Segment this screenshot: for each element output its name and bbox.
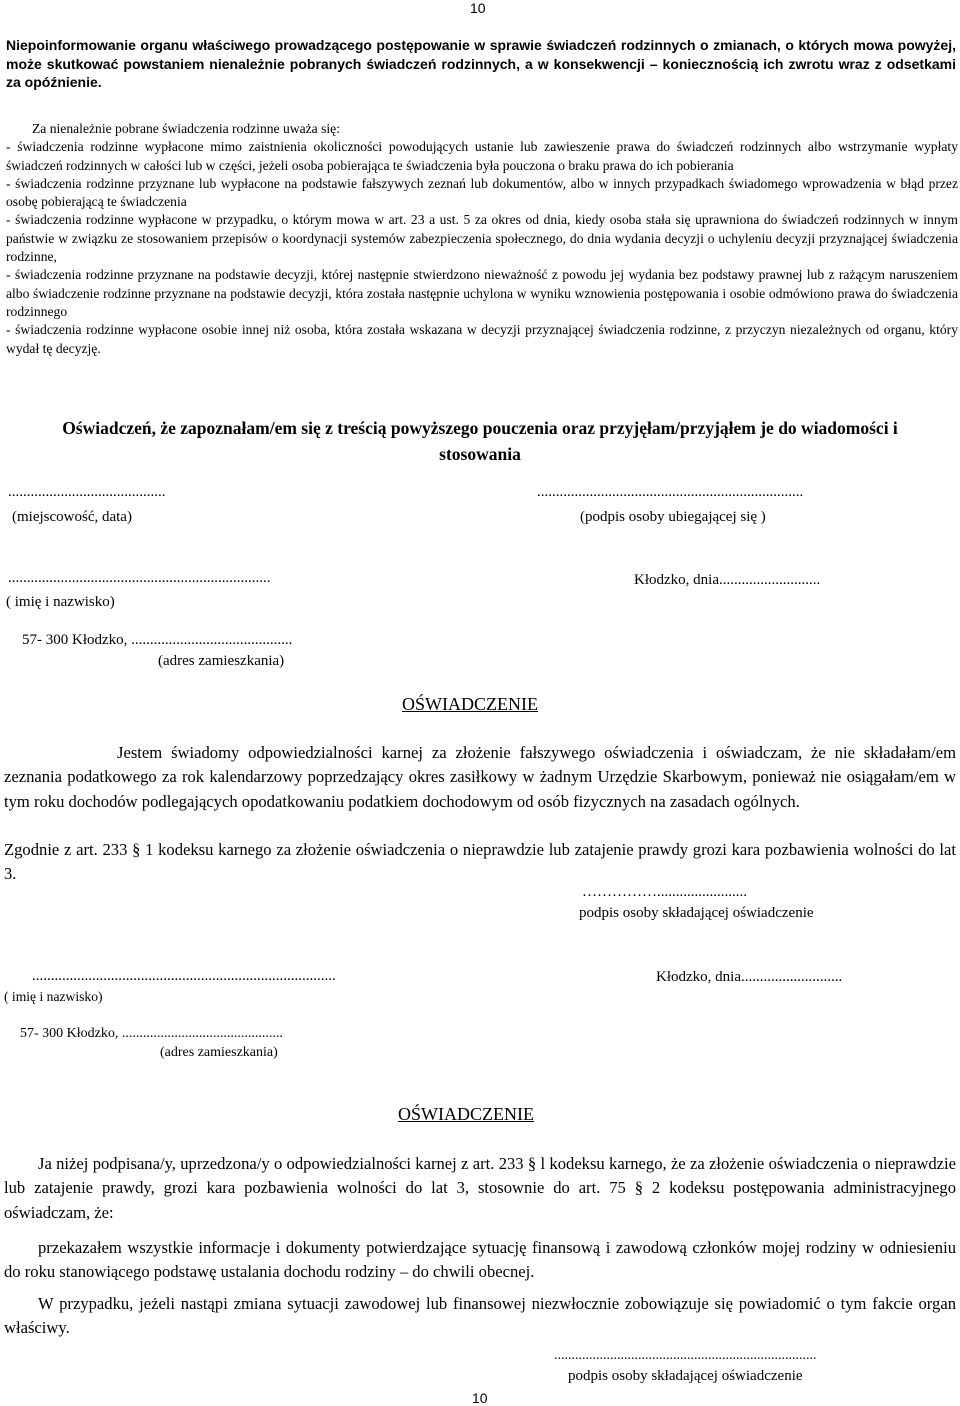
list-heading: Za nienależnie pobrane świadczenia rodzinne uważa się: [32,121,340,136]
city-date-1: Kłodzko, dnia........................... [634,572,821,588]
signature-label-1: podpis osoby składającej oświadczenie [579,905,814,921]
city-date-2: Kłodzko, dnia........................... [656,969,843,985]
declaration-info-2: przekazałem wszystkie informacje i dokumenty potwierdzające sytuację finansową i zawodową członków mojej rodziny w odniesieniu do roku stanowiącego podstawę ustalania dochodu rodziny – do chwili obecnej. [4,1238,956,1282]
place-date-label: (miejscowość, data) [12,509,132,525]
applicant-signature-dots: ....................................................................... [537,484,804,500]
signature-dots-1: ……………........................ [582,884,747,900]
declaration-penalty-1: Zgodnie z art. 233 § 1 kodeksu karnego za złożenie oświadczenia o nieprawdzie lub zatajenie prawdy grozi kara pozbawienia wolności do lat 3. [4,840,956,884]
address-line-2: 57- 300 Kłodzko, .............................................. [20,1026,283,1041]
declaration-body-1: Jestem świadomy odpowiedzialności karnej za złożenie fałszywego oświadczenia i oświadczam, że nie składałam/em zeznania podatkowego za rok kalendarzowy poprzedzający okres zasiłkowy w żadnym Urzędzie Skarbowym, ponieważ nie osiągałam/em w tym roku dochodów podlegających opodatkowaniu podatkiem dochodowym od osób fizycznych na zasadach ogólnych. [4,743,956,811]
place-date-dots: .......................................... [8,484,166,500]
list-item: - świadczenia rodzinne wypłacone osobie innej niż osoba, która została wskazana w decyzji przyznającej świadczenia rodzinne, z przyczyn niezależnych od organu, który wydał tę decyzję. [6,322,958,356]
page-number-bottom: 10 [472,1390,488,1406]
signature-dots-2: ........................................................................... [554,1348,817,1363]
signature-label-2: podpis osoby składającej oświadczenie [568,1368,803,1384]
applicant-signature-label: (podpis osoby ubiegającej się ) [580,509,766,525]
declaration-obligation-2: W przypadku, jeżeli nastąpi zmiana sytuacji zawodowej lub finansowej niezwłocznie zobowiązuje się powiadomić o tym fakcie organ właściwy. [4,1294,956,1338]
address-label-2: (adres zamieszkania) [160,1045,278,1060]
overpayment-list [6,120,958,358]
list-item: - świadczenia rodzinne przyznane na podstawie decyzji, której następnie stwierdzono nieważność z powodu jej wydania bez podstawy prawnej lub z rażącym naruszeniem albo świadczenie rodzinne przyznane na podstawie decyzji, która została następnie uchylona w wyniku wznowienia postępowania i osobie odmówiono prawa do świadczenia rodzinnego [6,267,958,319]
address-label-1: (adres zamieszkania) [158,653,285,669]
acknowledgement-statement: Oświadczeń, że zapoznałam/em się z treścią powyższego pouczenia oraz przyjęłam/przyjąłem je do wiadomości i stosowania [62,418,898,464]
declaration-title-1: OŚWIADCZENIE [402,694,538,714]
list-item: - świadczenia rodzinne wypłacone mimo zaistnienia okoliczności powodujących ustanie lub zawieszenie prawa do świadczeń rodzinnych albo wstrzymanie wypłaty świadczeń rodzinnych w całości lub w części, jeżeli osoba pobierająca te świadczenia była pouczona o braku prawa do ich pobierania [6,139,958,173]
list-item: - świadczenia rodzinne wypłacone w przypadku, o którym mowa w art. 23 a ust. 5 za okres od dnia, kiedy osoba stała się uprawniona do świadczeń rodzinnych w innym państwie w związku ze stosowaniem przepisów o koordynacji systemów zabezpieczenia społecznego, do dnia wydania decyzji o uchyleniu decyzji przyznającej świadczenia rodzinne, [6,212,958,265]
name-dots-1: ...................................................................... [8,570,271,586]
page-number-top: 10 [470,0,486,16]
declaration-title-2: OŚWIADCZENIE [398,1104,534,1124]
name-label-1: ( imię i nazwisko) [6,594,115,610]
name-dots-2: ................................................................................. [32,968,336,984]
declaration-body-2: Ja niżej podpisana/y, uprzedzona/y o odpowiedzialności karnej z art. 233 § l kodeksu karnego, że za złożenie oświadczenia o nieprawdzie lub zatajenie prawdy, grozi kara pozbawienia wolności do lat 3, stosownie do art. 75 § 2 kodeksu postępowania administracyjnego oświadczam, że: [4,1154,956,1222]
name-label-2: ( imię i nazwisko) [4,989,103,1004]
address-line-1: 57- 300 Kłodzko, ........................................... [22,632,293,648]
list-item: - świadczenia rodzinne przyznane lub wypłacone na podstawie fałszywych zeznań lub dokumentów, albo w innych przypadkach świadomego wprowadzenia w błąd przez osobę pobierającą te świadczenia [6,175,958,210]
intro-paragraph: Niepoinformowanie organu właściwego prowadzącego postępowanie w sprawie świadczeń rodzinnych o zmianach, o których mowa powyżej, może skutkować powstaniem nienależnie pobranych świadczeń rodzinnych, a w konsekwencji – koniecznością ich zwrotu wraz z odsetkami za opóźnienie. [6,37,956,90]
